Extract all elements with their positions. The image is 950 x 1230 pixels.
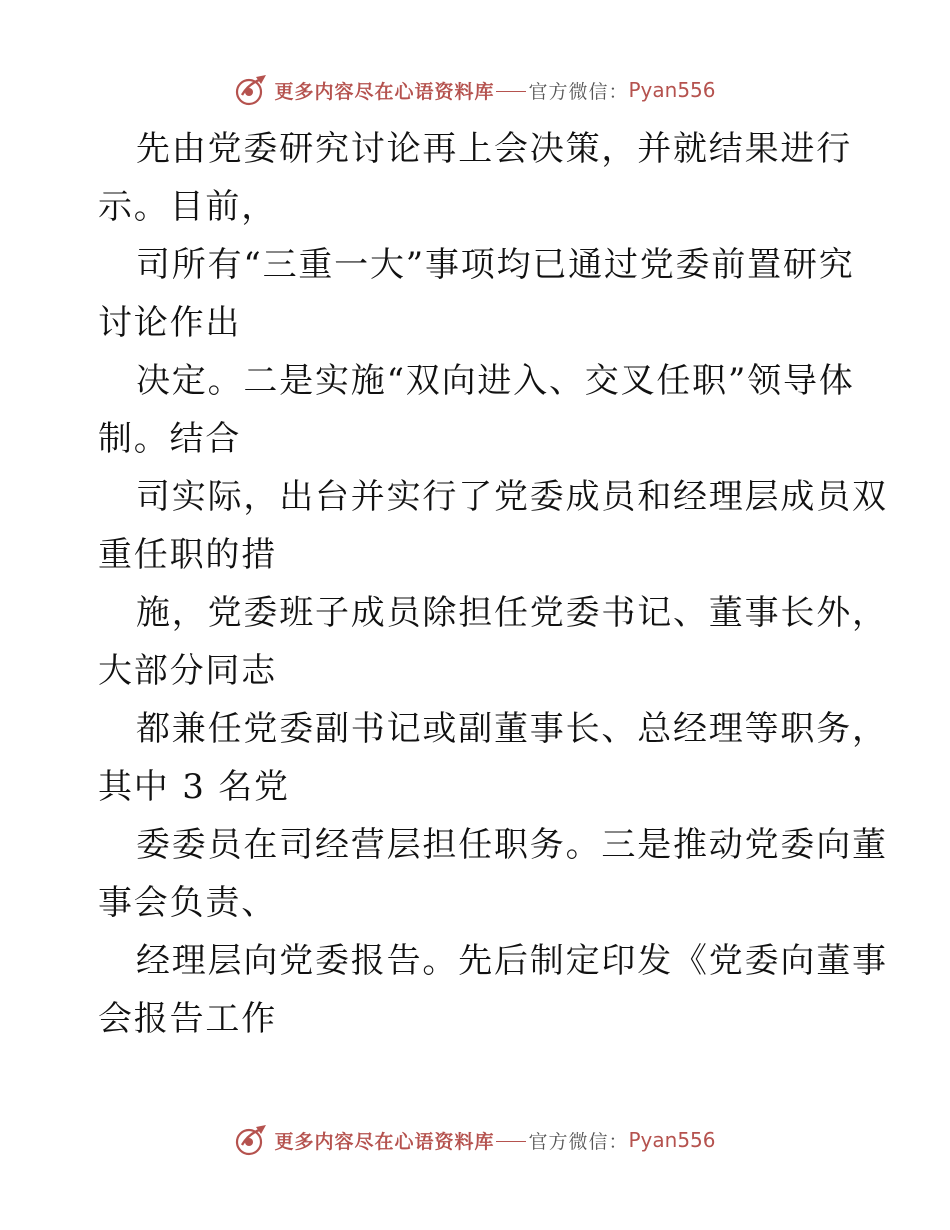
header-watermark-banner	[0, 70, 950, 110]
document-body	[98, 120, 888, 1048]
pen-logo-icon	[234, 1123, 268, 1157]
text-line: 会报告工作	[98, 999, 277, 1039]
text-line: 决定。二是实施“双向进入、交叉任职”领导体	[136, 361, 855, 401]
banner-dash	[496, 91, 526, 92]
text-line: 司实际，出台并实行了党委成员和经理层成员双	[136, 477, 888, 517]
wechat-id: Pyan556	[628, 1128, 716, 1152]
text-line: 都兼任党委副书记或副董事长、总经理等职务，	[136, 709, 888, 749]
text-line: 讨论作出	[98, 303, 242, 343]
footer-watermark-banner	[0, 1120, 950, 1160]
text-line: 制。结合	[98, 419, 242, 459]
brand-text: 更多内容尽在心语资料库	[274, 1130, 495, 1153]
text-line: 先由党委研究讨论再上会决策，并就结果进行	[136, 129, 852, 169]
text-line: 委委员在司经营层担任职务。三是推动党委向董	[136, 825, 888, 865]
wechat-label: 官方微信：	[528, 1130, 629, 1153]
text-line: 经理层向党委报告。先后制定印发《党委向董事	[136, 941, 888, 981]
text-line: 施，党委班子成员除担任党委书记、董事长外，	[136, 593, 888, 633]
pen-logo-icon	[234, 73, 268, 107]
text-line: 大部分同志	[98, 651, 277, 691]
banner-dash	[496, 1141, 526, 1142]
text-line: 重任职的措	[98, 535, 277, 575]
brand-text: 更多内容尽在心语资料库	[274, 80, 495, 103]
text-line: 其中 3 名党	[98, 767, 290, 807]
wechat-label: 官方微信：	[528, 80, 629, 103]
text-line: 事会负责、	[98, 883, 277, 923]
wechat-id: Pyan556	[628, 78, 716, 102]
text-line: 司所有“三重一大”事项均已通过党委前置研究	[136, 245, 855, 285]
text-line: 示。目前，	[98, 187, 277, 227]
